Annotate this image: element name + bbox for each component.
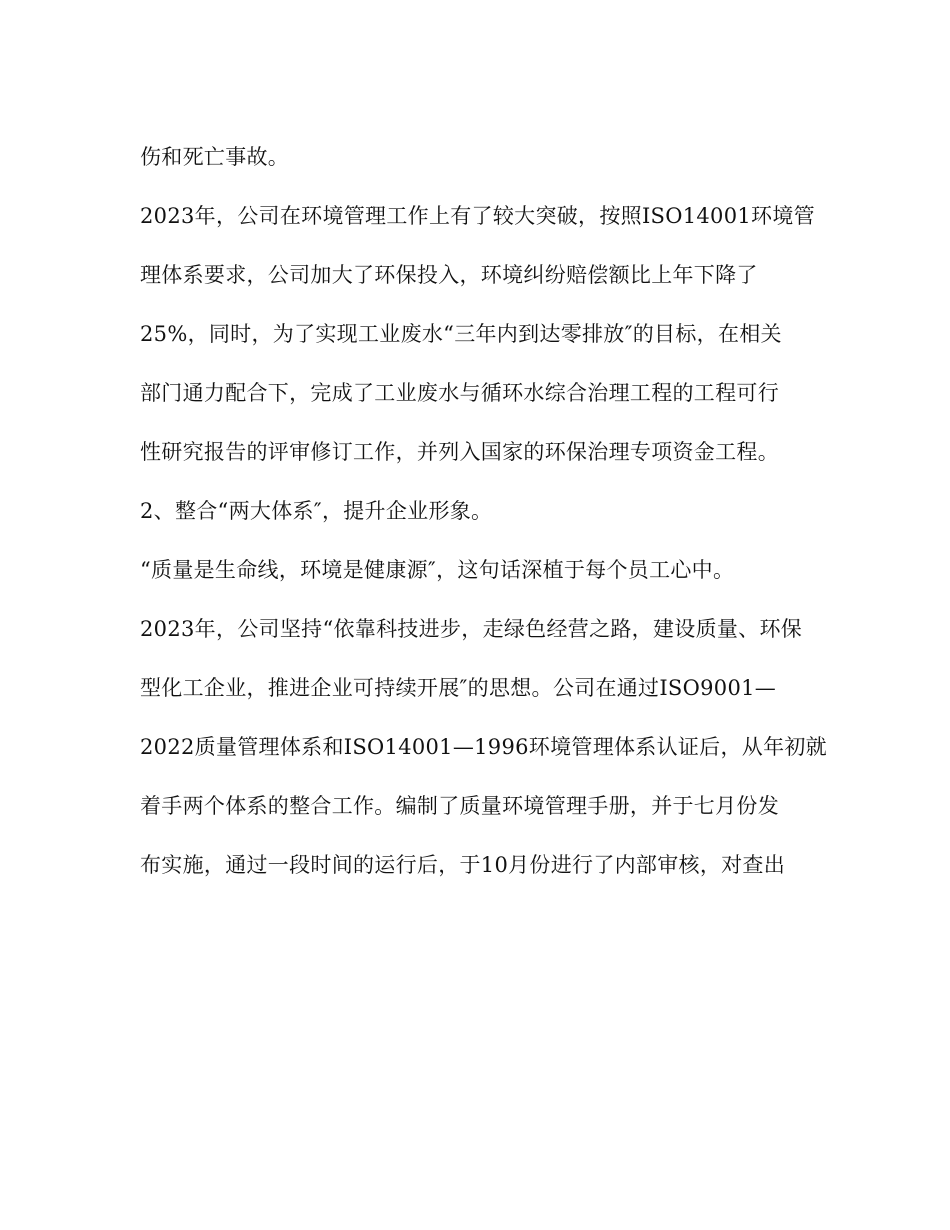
text-line: 布实施，通过一段时间的运行后，于10月份进行了内部审核，对查出 <box>140 853 786 877</box>
text-line: 25%，同时，为了实现工业废水“三年内到达零排放″的目标，在相关 <box>140 322 782 346</box>
text-line: 2023年，公司在环境管理工作上有了较大突破，按照ISO14001环境管 <box>140 204 815 228</box>
text-line: 型化工企业，推进企业可持续开展″的思想。公司在通过ISO9001— <box>140 676 777 700</box>
text-line: 理体系要求，公司加大了环保投入，环境纠纷赔偿额比上年下降了 <box>140 263 758 287</box>
text-line: “质量是生命线，环境是健康源″，这句话深植于每个员工心中。 <box>140 558 735 582</box>
body-text <box>140 136 827 903</box>
text-line: 2022质量管理体系和ISO14001—1996环境管理体系认证后，从年初就 <box>140 735 827 759</box>
text-line: 伤和死亡事故。 <box>140 145 290 169</box>
text-line: 部门通力配合下，完成了工业废水与循环水综合治理工程的工程可行 <box>140 381 779 405</box>
section-heading: 2、整合“两大体系″，提升企业形象。 <box>140 499 493 523</box>
text-line: 着手两个体系的整合工作。编制了质量环境管理手册，并于七月份发 <box>140 794 779 818</box>
text-line: 2023年，公司坚持“依靠科技进步，走绿色经营之路，建设质量、环保 <box>140 617 803 641</box>
text-line: 性研究报告的评审修订工作，并列入国家的环保治理专项资金工程。 <box>140 440 779 464</box>
